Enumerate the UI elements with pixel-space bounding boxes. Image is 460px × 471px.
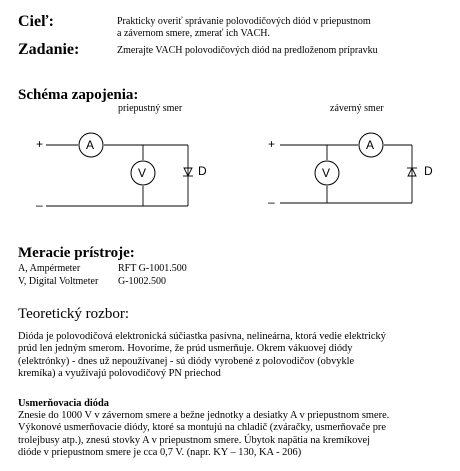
theory-p1-line: (elektrónky) - dnes už nepoužívanej - sú diódy vyrobené z polovodičov (obvykle — [18, 355, 355, 367]
schema-title: Schéma zapojenia: — [18, 87, 139, 103]
theory-paragraph-2 — [18, 410, 458, 459]
forward-minus: – — [36, 198, 43, 212]
theory-p2-line: Výkonové usmerňovacie diódy, ktoré sa montujú na chladič (zváračky, usmerňovače pre — [18, 422, 386, 434]
reverse-voltmeter-label: V — [322, 166, 331, 180]
instrument-model-1: RFT G-1001.500 — [118, 263, 187, 274]
instrument-name-1: A, Ampérmeter — [18, 263, 81, 274]
forward-diode-label: D — [198, 164, 207, 178]
instruments-title: Meracie prístroje: — [18, 245, 135, 261]
reverse-diode-label: D — [424, 164, 433, 178]
instrument-model-2: G-1002.500 — [118, 276, 167, 287]
ciel-text-line-2: a závernom smere, zmerať ich VACH. — [117, 28, 271, 39]
instrument-name-2: V, Digital Voltmeter — [18, 276, 99, 287]
reverse-plus: + — [268, 137, 276, 151]
forward-ammeter-label: A — [86, 138, 95, 152]
theory-paragraph-1 — [18, 331, 458, 380]
reverse-minus: – — [268, 195, 275, 209]
zadanie-text: Zmerajte VACH polovodičových diód na predloženom prípravku — [117, 45, 378, 56]
theory-title: Teoretický rozbor: — [18, 306, 129, 322]
forward-voltmeter-label: V — [138, 166, 147, 180]
theory-p1-line: kremíka) a využívajú polovodičový PN priechod — [18, 367, 221, 379]
ciel-label: Cieľ: — [18, 13, 54, 30]
zadanie-label: Zadanie: — [18, 41, 80, 58]
reverse-label: záverný smer — [330, 103, 384, 114]
ciel-text-line-1: Prakticky overiť správanie polovodičových diód v priepustnom — [117, 16, 371, 27]
theory-p2-line: dióde v priepustnom smere je cca 0,7 V. (napr. KY – 130, KA - 206) — [18, 446, 302, 458]
theory-subtitle: Usmerňovacia dióda — [18, 398, 109, 409]
forward-label: priepustný smer — [118, 103, 183, 114]
theory-p1-line: Dióda je polovodičová elektronická súčiastka pasívna, nelineárna, ktorá vedie elektrický — [18, 331, 386, 342]
theory-p2-line: Znesie do 1000 V v závernom smere a bežne jednotky a desiatky A v priepustnom smere. — [18, 410, 390, 421]
theory-p1-line: prúd len jedným smerom. Hovoríme, že prúd usmerňuje. Okrem vákuovej diódy — [18, 343, 353, 355]
reverse-ammeter-label: A — [366, 138, 375, 152]
theory-p2-line: trolejbusy atp.), znesú stovky A v priepustnom smere. Úbytok napätia na kremíkovej — [18, 434, 371, 446]
forward-plus: + — [36, 137, 44, 151]
